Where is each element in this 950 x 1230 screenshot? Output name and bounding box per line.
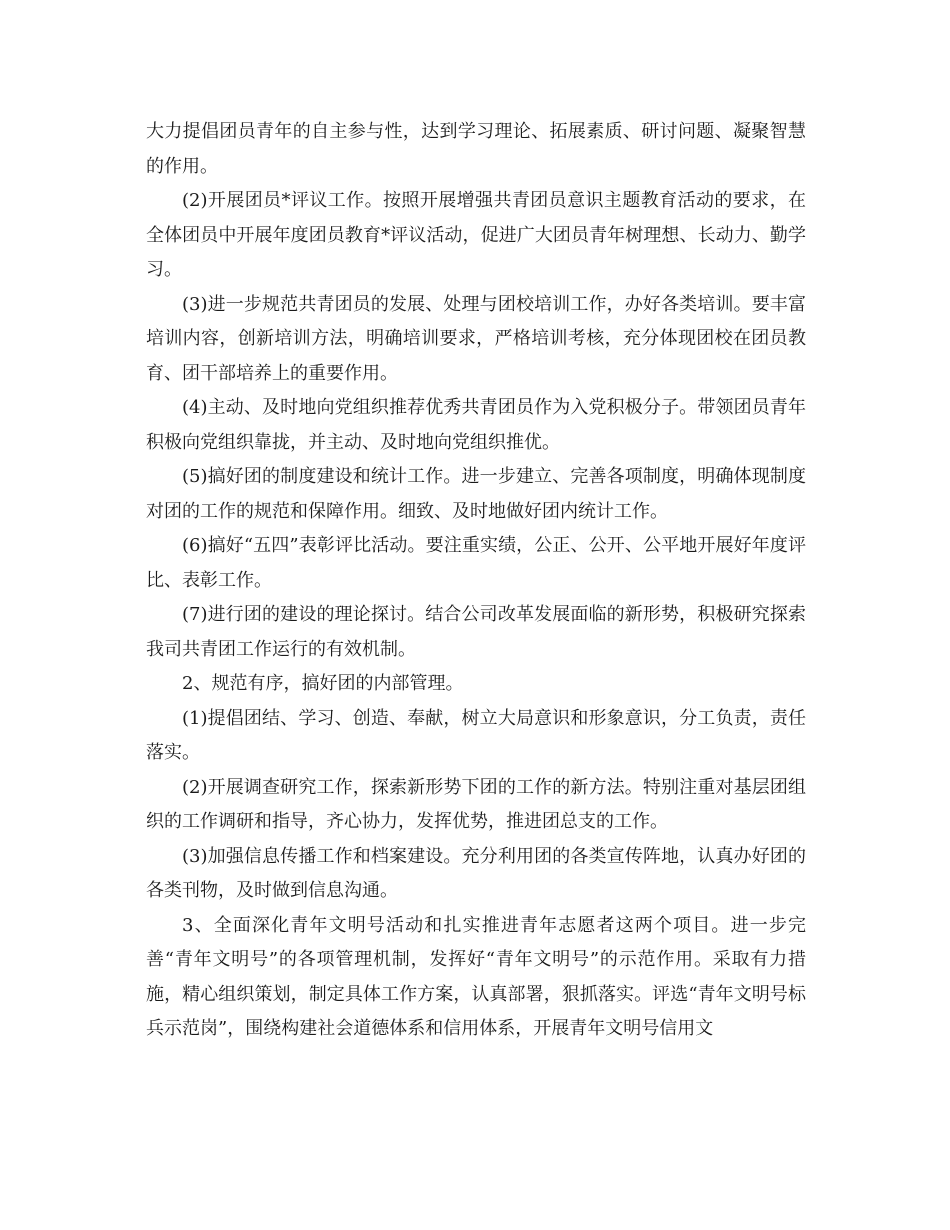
paragraph: 3、全面深化青年文明号活动和扎实推进青年志愿者这两个项目。进一步完善“青年文明号”的各项管理机制，发挥好“青年文明号”的示范作用。采取有力措施，精心组织策划，制定具体工作方案，认真部署，狠抓落实。评选“青年文明号标兵示范岗”，围绕构建社会道德体系和信用体系，开展青年文明号信用文 [146, 914, 806, 1039]
paragraph: (2)开展调查研究工作，探索新形势下团的工作的新方法。特别注重对基层团组织的工作调研和指导，齐心协力，发挥优势，推进团总支的工作。 [146, 776, 806, 832]
paragraph: (4)主动、及时地向党组织推荐优秀共青团员作为入党积极分子。带领团员青年积极向党组织靠拢，并主动、及时地向党组织推优。 [146, 397, 806, 453]
document-body [146, 115, 806, 1047]
paragraph: (5)搞好团的制度建设和统计工作。进一步建立、完善各项制度，明确体现制度对团的工作的规范和保障作用。细致、及时地做好团内统计工作。 [146, 466, 806, 522]
paragraph: (7)进行团的建设的理论探讨。结合公司改革发展面临的新形势，积极研究探索我司共青团工作运行的有效机制。 [146, 604, 806, 660]
paragraph: (3)进一步规范共青团员的发展、处理与团校培训工作，办好各类培训。要丰富培训内容，创新培训方法，明确培训要求，严格培训考核，充分体现团校在团员教育、团干部培养上的重要作用。 [146, 293, 806, 384]
section-heading: 2、规范有序，搞好团的内部管理。 [182, 673, 464, 694]
paragraph: (1)提倡团结、学习、创造、奉献，树立大局意识和形象意识，分工负责，责任落实。 [146, 707, 806, 763]
paragraph: (6)搞好“五四”表彰评比活动。要注重实绩，公正、公开、公平地开展好年度评比、表彰工作。 [146, 535, 806, 591]
paragraph: (3)加强信息传播工作和档案建设。充分利用团的各类宣传阵地，认真办好团的各类刊物，及时做到信息沟通。 [146, 845, 806, 901]
paragraph: (2)开展团员*评议工作。按照开展增强共青团员意识主题教育活动的要求，在全体团员中开展年度团员教育*评议活动，促进广大团员青年树理想、长动力、勤学习。 [146, 190, 806, 280]
paragraph: 大力提倡团员青年的自主参与性，达到学习理论、拓展素质、研讨问题、凝聚智慧的作用。 [146, 121, 806, 177]
